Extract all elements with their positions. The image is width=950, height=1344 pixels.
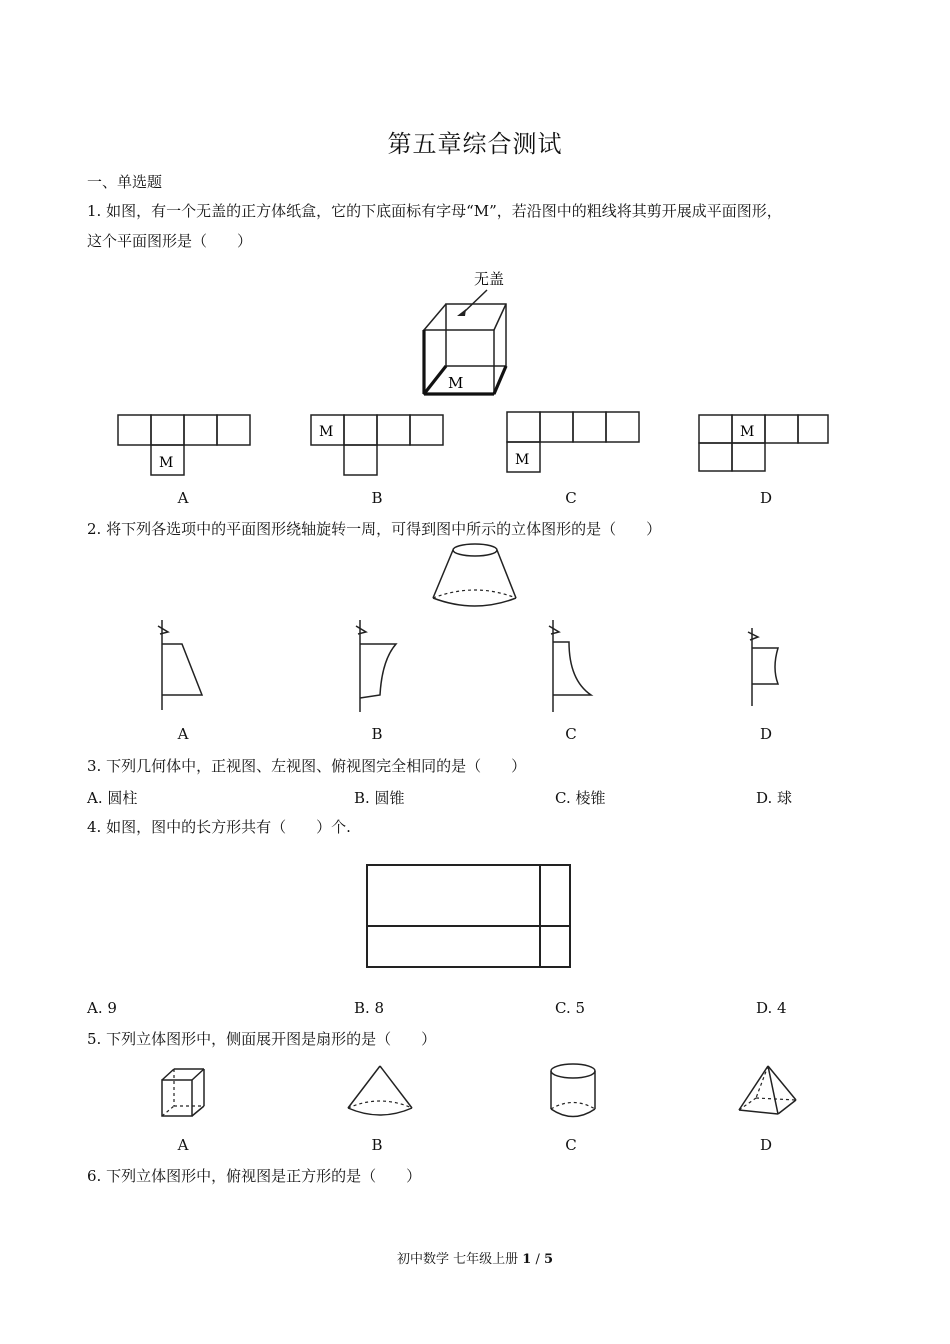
question-4: 4. 如图，图中的长方形共有（ ）个.	[87, 818, 351, 836]
net-option-d	[698, 414, 833, 476]
cone-figure	[345, 1064, 415, 1120]
q5-option-b-label: B	[371, 1136, 383, 1154]
shape-option-d	[740, 628, 800, 708]
footer-separator: /	[535, 1252, 540, 1267]
q4-option-b: B. 8	[354, 999, 385, 1017]
question-1-line2: 这个平面图形是（ ）	[87, 232, 253, 250]
section-heading: 一、单选题	[87, 173, 163, 191]
footer-page-number: 1	[522, 1252, 532, 1267]
net-option-b	[310, 414, 445, 476]
cube-edge	[424, 304, 446, 330]
q1-option-d-label: D	[759, 489, 773, 507]
q4-option-a: A. 9	[87, 999, 117, 1017]
net-letter: M	[740, 424, 755, 440]
question-3: 3. 下列几何体中，正视图、左视图、俯视图完全相同的是（ ）	[87, 757, 527, 775]
net-letter: M	[515, 452, 530, 468]
pyramid-figure	[736, 1064, 800, 1120]
q5-option-d-label: D	[759, 1136, 773, 1154]
cube-back-face	[446, 304, 506, 366]
no-lid-label: 无盖	[474, 270, 505, 288]
footer-subject: 初中数学 七年级上册	[396, 1252, 519, 1267]
q3-option-b: B. 圆锥	[354, 789, 405, 807]
rectangles-figure	[366, 864, 572, 970]
footer-total-pages: 5	[543, 1252, 554, 1267]
cut-edge	[494, 366, 506, 394]
q4-option-c: C. 5	[555, 999, 586, 1017]
net-option-a	[117, 414, 252, 476]
cube-edge	[494, 304, 506, 330]
net-letter: M	[159, 455, 174, 471]
question-5: 5. 下列立体图形中，侧面展开图是扇形的是（ ）	[87, 1030, 437, 1048]
shape-option-a	[152, 620, 212, 712]
q1-option-c-label: C	[565, 489, 577, 507]
cuboid-figure	[158, 1066, 210, 1120]
frustum-figure	[430, 542, 520, 612]
page-title: 第五章综合测试	[387, 130, 563, 158]
q1-option-b-label: B	[371, 489, 383, 507]
open-cube-figure	[410, 266, 530, 401]
q5-option-a-label: A	[177, 1136, 189, 1154]
question-1-line1: 1. 如图，有一个无盖的正方体纸盒，它的下底面标有字母“M”，若沿图中的粗线将其剪开展成平面图形，	[87, 202, 782, 220]
cut-edge	[424, 366, 446, 394]
q4-option-d: D. 4	[756, 999, 787, 1017]
net-letter: M	[319, 424, 334, 440]
question-1	[87, 196, 782, 256]
net-option-c	[506, 411, 641, 473]
page-footer	[0, 1248, 950, 1267]
q2-option-b-label: B	[371, 725, 383, 743]
arrow-head	[457, 309, 466, 316]
q5-option-c-label: C	[565, 1136, 577, 1154]
q2-option-c-label: C	[565, 725, 577, 743]
q1-option-a-label: A	[177, 489, 189, 507]
cube-letter: M	[448, 374, 464, 392]
q2-option-a-label: A	[177, 725, 189, 743]
cylinder-figure	[546, 1062, 602, 1122]
q2-option-d-label: D	[759, 725, 773, 743]
question-6: 6. 下列立体图形中，俯视图是正方形的是（ ）	[87, 1167, 422, 1185]
shape-option-c	[543, 620, 603, 712]
question-2: 2. 将下列各选项中的平面图形绕轴旋转一周，可得到图中所示的立体图形的是（ ）	[87, 520, 662, 538]
shape-option-b	[350, 620, 410, 712]
q3-option-c: C. 棱锥	[555, 789, 606, 807]
q3-option-d: D. 球	[756, 789, 793, 807]
q3-option-a: A. 圆柱	[87, 789, 138, 807]
